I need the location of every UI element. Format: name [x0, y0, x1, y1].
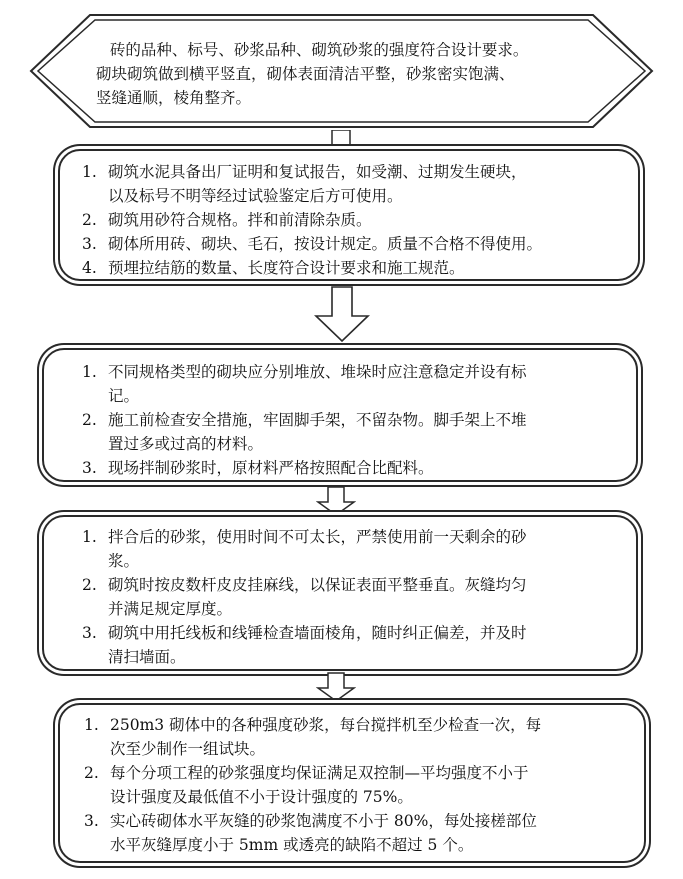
list-item: 3. 砌筑中用托线板和线锤检查墙面棱角，随时纠正偏差，并及时 清扫墙面。	[82, 621, 636, 669]
list-item: 2. 每个分项工程的砂浆强度均保证满足双控制—平均强度不小于 设计强度及最低值不小于设计强度的 75%。	[84, 761, 644, 809]
top-line-2: 砌块砌筑做到横平竖直，砌体表面清洁平整，砂浆密实饱满、	[96, 65, 515, 83]
top-line-3: 竖缝通顺，棱角整齐。	[96, 89, 252, 107]
flow-box-4	[58, 703, 646, 863]
list-item: 1. 250m3 砌体中的各种强度砂浆，每台搅拌机至少检查一次，每 次至少制作一组试块。	[84, 713, 644, 761]
list-item: 2. 砌筑时按皮数杆皮皮挂麻线，以保证表面平整垂直。灰缝均匀 并满足规定厚度。	[82, 573, 636, 621]
item-number: 1.	[82, 363, 97, 381]
item-number: 1.	[82, 528, 97, 546]
flow-arrow-1	[328, 130, 354, 150]
flow-box-3	[42, 515, 638, 671]
flow-box-1	[58, 149, 640, 281]
item-number: 3.	[82, 624, 97, 642]
flow-arrow-2	[314, 286, 370, 342]
list-item: 4. 预埋拉结筋的数量、长度符合设计要求和施工规范。	[82, 256, 638, 280]
list-item: 1. 拌合后的砂浆，使用时间不可太长，严禁使用前一天剩余的砂 浆。	[82, 525, 636, 573]
item-number: 4.	[82, 259, 97, 277]
item-number: 2.	[84, 764, 99, 782]
item-number: 3.	[82, 459, 97, 477]
list-item: 3. 实心砖砌体水平灰缝的砂浆饱满度不小于 80%，每处接槎部位 水平灰缝厚度小于 5mm 或透亮的缺陷不超过 5 个。	[84, 809, 644, 857]
item-number: 1.	[84, 716, 99, 734]
item-number: 3.	[82, 235, 97, 253]
list-item: 3. 砌体所用砖、砌块、毛石，按设计规定。质量不合格不得使用。	[82, 232, 638, 256]
top-requirements-text	[96, 38, 620, 110]
flow-arrow-4	[316, 672, 356, 702]
flow-box-2	[42, 348, 638, 482]
flow-arrow-3	[316, 486, 356, 516]
list-item: 1. 砌筑水泥具备出厂证明和复试报告，如受潮、过期发生硬块， 以及标号不明等经过试验鉴定后方可使用。	[82, 160, 638, 208]
item-number: 2.	[82, 211, 97, 229]
item-number: 2.	[82, 576, 97, 594]
item-number: 1.	[82, 163, 97, 181]
list-item: 2. 施工前检查安全措施，牢固脚手架，不留杂物。脚手架上不堆 置过多或过高的材料。	[82, 408, 636, 456]
list-item: 3. 现场拌制砂浆时，原材料严格按照配合比配料。	[82, 456, 636, 480]
list-item: 2. 砌筑用砂符合规格。拌和前清除杂质。	[82, 208, 638, 232]
item-number: 3.	[84, 812, 99, 830]
top-line-1: 砖的品种、标号、砂浆品种、砌筑砂浆的强度符合设计要求。	[100, 41, 529, 59]
item-number: 2.	[82, 411, 97, 429]
list-item: 1. 不同规格类型的砌块应分别堆放、堆垛时应注意稳定并设有标 记。	[82, 360, 636, 408]
